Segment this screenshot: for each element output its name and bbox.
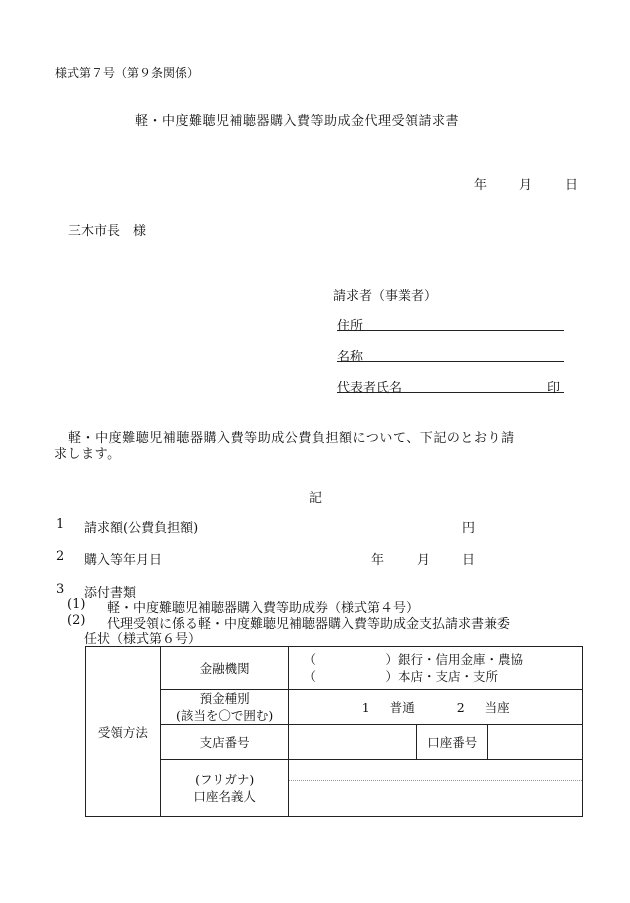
bank-open-paren: （ xyxy=(303,652,316,667)
bank-type-text: ）銀行・信用金庫・農協 xyxy=(385,652,523,667)
item3-sub2-text-line2: 任状（様式第６号） xyxy=(84,632,202,647)
name-field-line[interactable] xyxy=(337,361,564,362)
representative-field-line[interactable] xyxy=(337,392,564,393)
item2-month: 月 xyxy=(417,553,431,568)
item3-label: 添付書類 xyxy=(84,586,137,601)
furigana-label: (フリガナ) xyxy=(195,772,255,787)
addressee: 三木市長 様 xyxy=(68,224,147,239)
item3-sub2-text-line1: 代理受領に係る軽・中度難聴児補聴器購入費等助成金支払請求書兼委 xyxy=(107,617,511,632)
option-savings-text: 普通 xyxy=(389,700,415,715)
holder-label: 口座名義人 xyxy=(193,789,256,804)
branch-name-row xyxy=(303,668,582,685)
option-checking-number: 2 xyxy=(456,700,465,715)
representative-label: 代表者氏名 xyxy=(337,381,403,396)
name-label: 名称 xyxy=(337,350,364,365)
document-title: 軽・中度難聴児補聴器購入費等助成金代理受領請求書 xyxy=(135,114,460,129)
item1-number: 1 xyxy=(56,517,65,532)
branch-open-paren: （ xyxy=(303,669,316,684)
item2-number: 2 xyxy=(56,549,65,564)
bank-name-row xyxy=(303,651,582,668)
address-label: 住所 xyxy=(337,319,364,334)
item2-label: 購入等年月日 xyxy=(84,553,163,568)
branch-type-text: ）本店・支店・支所 xyxy=(385,669,498,684)
item1-label: 請求額(公費負担額) xyxy=(84,521,199,536)
account-number-field[interactable] xyxy=(488,725,583,760)
item3-sub1-number: (1) xyxy=(67,597,86,612)
branch-number-field[interactable] xyxy=(289,725,417,760)
item3-number: 3 xyxy=(56,582,65,597)
date-month-label: 月 xyxy=(519,178,533,193)
account-holder-label xyxy=(160,760,289,817)
option-checking-text: 当座 xyxy=(484,700,510,715)
ki-heading: 記 xyxy=(309,491,323,506)
date-day-label: 日 xyxy=(565,178,579,193)
date-year-label: 年 xyxy=(474,178,488,193)
account-type-label xyxy=(160,690,289,725)
branch-number-label: 支店番号 xyxy=(160,725,289,760)
seal-mark: 印 xyxy=(547,381,561,396)
item3-sub1-text: 軽・中度難聴児補聴器購入費等助成券（様式第４号） xyxy=(107,601,420,616)
receipt-method-table xyxy=(85,646,583,817)
account-type-label-note: (該当を〇で囲む) xyxy=(176,708,274,723)
furigana-field[interactable] xyxy=(289,760,582,781)
address-field-line[interactable] xyxy=(337,330,564,331)
item2-day: 日 xyxy=(462,553,476,568)
account-holder-field[interactable] xyxy=(289,760,583,817)
option-checking[interactable] xyxy=(457,700,510,715)
item2-year: 年 xyxy=(371,553,385,568)
item3-sub2-number: (2) xyxy=(67,613,86,628)
body-text-line1: 軽・中度難聴児補聴器購入費等助成公費負担額について、下記のとおり請 xyxy=(68,431,515,446)
institution-field[interactable] xyxy=(289,647,583,690)
account-type-options xyxy=(289,690,583,725)
item1-yen-unit: 円 xyxy=(462,521,476,536)
account-number-label: 口座番号 xyxy=(417,725,488,760)
institution-label: 金融機関 xyxy=(160,647,289,690)
account-type-label-main: 預金種別 xyxy=(199,691,250,706)
form-number: 様式第７号（第９条関係） xyxy=(55,66,200,80)
body-text-line2: 求します。 xyxy=(54,447,121,462)
option-savings[interactable] xyxy=(362,700,419,715)
claimant-heading: 請求者（事業者） xyxy=(333,289,438,304)
receipt-method-label: 受領方法 xyxy=(86,647,161,817)
option-savings-number: 1 xyxy=(361,700,370,715)
